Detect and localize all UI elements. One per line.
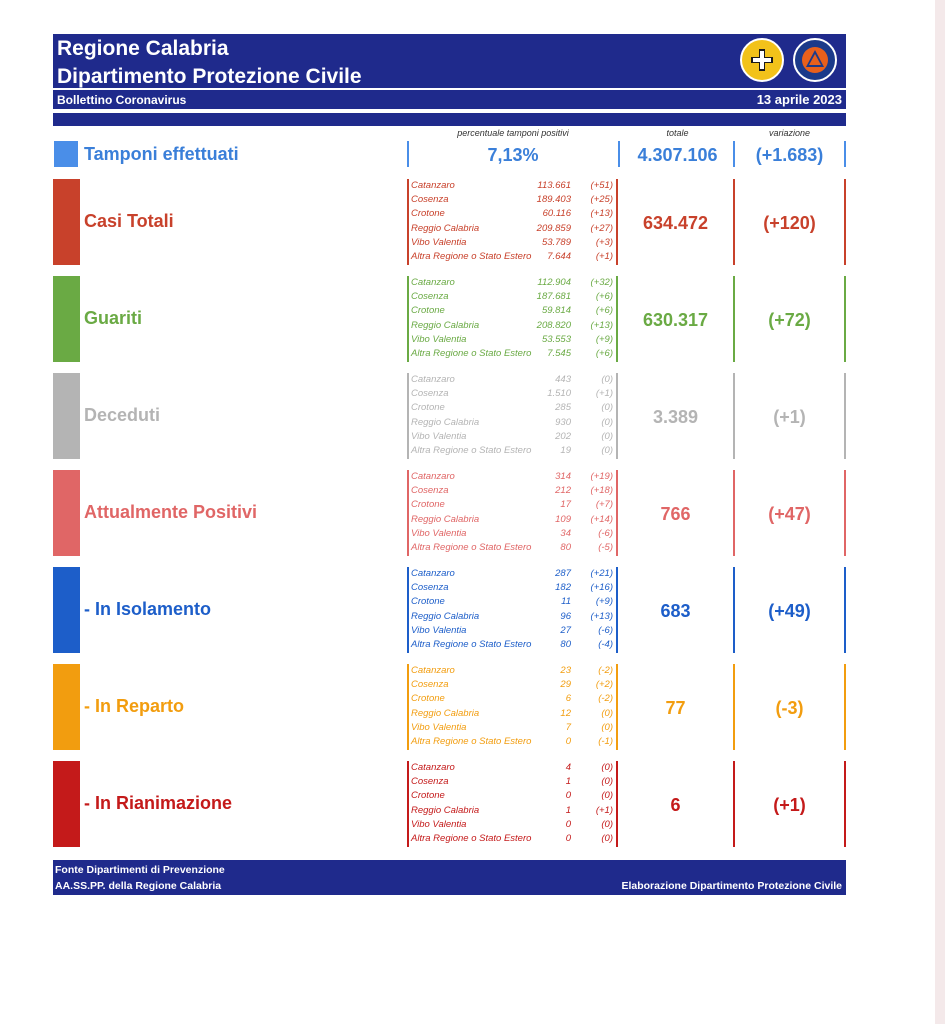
- province-name: Crotone: [411, 305, 445, 317]
- section-title: - In Reparto: [84, 696, 185, 716]
- province-delta: (+9): [595, 596, 613, 608]
- province-row: [411, 291, 615, 305]
- province-name: Cosenza: [411, 582, 449, 594]
- section-variation: (+49): [768, 601, 811, 621]
- province-value: 19: [560, 445, 571, 456]
- section-color-marker: [53, 470, 80, 556]
- divider: [407, 470, 409, 556]
- province-name: Cosenza: [411, 388, 449, 400]
- province-row: [411, 485, 615, 499]
- province-name: Reggio Calabria: [411, 319, 480, 331]
- province-value: 1: [565, 804, 571, 816]
- province-row: [411, 388, 615, 402]
- province-row: [411, 237, 615, 251]
- province-row: [411, 665, 615, 679]
- province-value: 314: [555, 471, 571, 482]
- section-total: 3.389: [652, 407, 699, 427]
- divider: [407, 373, 409, 459]
- column-header-percentage: percentuale tamponi positivi: [457, 128, 569, 138]
- province-value: 187.681: [536, 291, 571, 303]
- province-delta: (0): [601, 833, 613, 844]
- section-total: 630.317: [642, 310, 709, 330]
- province-name: Crotone: [411, 596, 445, 608]
- province-name: Cosenza: [411, 679, 449, 691]
- province-value: 7: [565, 721, 571, 733]
- province-value: 202: [555, 430, 571, 442]
- divider: [616, 179, 618, 265]
- province-name: Altra Regione o Stato Estero: [411, 445, 532, 456]
- province-name: Cosenza: [411, 194, 449, 206]
- province-delta: (0): [601, 776, 613, 788]
- section-block: [53, 276, 846, 362]
- province-row: [411, 251, 615, 265]
- divider: [733, 567, 735, 653]
- divider: [407, 567, 409, 653]
- section-variation: (+47): [768, 504, 811, 524]
- province-delta: (+1): [595, 251, 613, 262]
- divider: [407, 276, 409, 362]
- section-block: [53, 179, 846, 265]
- province-row: [411, 334, 615, 348]
- province-row: [411, 708, 615, 722]
- province-value: 113.661: [537, 180, 571, 191]
- province-name: Catanzaro: [411, 180, 455, 191]
- province-delta: (+6): [595, 305, 613, 317]
- province-row: [411, 819, 615, 833]
- divider: [616, 567, 618, 653]
- section-block: [53, 373, 846, 459]
- province-delta: (+9): [595, 333, 613, 345]
- province-delta: (+6): [595, 291, 613, 303]
- province-name: Altra Regione o Stato Estero: [411, 348, 532, 359]
- province-delta: (-2): [598, 693, 613, 705]
- province-delta: (-1): [598, 736, 613, 747]
- column-header-variation: variazione: [768, 128, 811, 138]
- section-block: [53, 761, 846, 847]
- province-name: Cosenza: [411, 485, 449, 497]
- bulletin-bar: [53, 90, 846, 109]
- province-name: Crotone: [411, 499, 445, 511]
- province-delta: (+18): [590, 485, 613, 497]
- province-delta: (0): [601, 790, 613, 802]
- province-delta: (-2): [598, 665, 613, 676]
- province-delta: (+13): [590, 610, 613, 622]
- province-name: Reggio Calabria: [411, 804, 480, 816]
- bulletin-date: 13 aprile 2023: [756, 92, 842, 107]
- province-value: 112.904: [537, 277, 571, 288]
- header-band: [53, 113, 846, 126]
- province-row: [411, 776, 615, 790]
- header-title-region: Regione Calabria: [57, 37, 229, 60]
- province-name: Altra Regione o Stato Estero: [411, 736, 532, 747]
- divider: [733, 470, 735, 556]
- province-value: 59.814: [541, 305, 571, 317]
- report-footer: [53, 860, 846, 895]
- province-row: [411, 528, 615, 542]
- divider: [844, 276, 846, 362]
- section-total: 683: [660, 601, 691, 621]
- province-name: Vibo Valentia: [411, 721, 467, 733]
- section-variation: (+1): [773, 407, 806, 427]
- province-value: 53.789: [541, 236, 571, 248]
- province-value: 60.116: [542, 208, 571, 220]
- province-value: 7.545: [547, 348, 571, 359]
- province-name: Altra Regione o Stato Estero: [411, 251, 532, 262]
- divider: [733, 761, 735, 847]
- province-delta: (0): [601, 416, 613, 428]
- province-name: Catanzaro: [411, 277, 455, 288]
- province-value: 17: [560, 499, 571, 511]
- province-name: Altra Regione o Stato Estero: [411, 639, 532, 650]
- province-delta: (-5): [598, 542, 613, 553]
- section-title: - In Isolamento: [84, 599, 212, 619]
- region-coat-of-arms-logo: [740, 38, 784, 82]
- report-header: [53, 34, 846, 88]
- province-delta: (-4): [598, 639, 613, 650]
- section-total: 6: [670, 795, 681, 815]
- divider: [407, 761, 409, 847]
- province-delta: (+21): [590, 568, 613, 579]
- column-header-total: totale: [666, 128, 689, 138]
- province-name: Vibo Valentia: [411, 624, 467, 636]
- section-total: 77: [665, 698, 686, 718]
- province-delta: (+3): [595, 236, 613, 248]
- province-row: [411, 374, 615, 388]
- province-row: [411, 445, 615, 459]
- province-delta: (+1): [595, 388, 613, 400]
- province-value: 27: [560, 624, 571, 636]
- province-name: Reggio Calabria: [411, 416, 480, 428]
- province-row: [411, 417, 615, 431]
- province-value: 287: [555, 568, 571, 579]
- province-delta: (+16): [590, 582, 613, 594]
- section-variation: (+1): [773, 795, 806, 815]
- divider: [844, 470, 846, 556]
- province-value: 96: [560, 610, 571, 622]
- section-total: 766: [660, 504, 691, 524]
- province-value: 11: [561, 596, 571, 608]
- province-name: Catanzaro: [411, 762, 455, 773]
- section-color-marker: [53, 761, 80, 847]
- province-name: Altra Regione o Stato Estero: [411, 542, 532, 553]
- tests-label: Tamponi effettuati: [84, 144, 239, 164]
- province-value: 209.859: [536, 222, 571, 234]
- divider: [844, 664, 846, 750]
- divider: [618, 141, 620, 167]
- province-delta: (+32): [590, 277, 613, 288]
- divider: [616, 470, 618, 556]
- province-row: [411, 180, 615, 194]
- section-block: [53, 470, 846, 556]
- province-value: 109: [555, 513, 571, 525]
- section-total: 634.472: [642, 213, 709, 233]
- divider: [733, 373, 735, 459]
- divider: [844, 179, 846, 265]
- province-name: Catanzaro: [411, 665, 455, 676]
- province-value: 1: [565, 776, 571, 788]
- province-delta: (+2): [595, 679, 613, 691]
- province-delta: (+19): [590, 471, 613, 482]
- province-row: [411, 582, 615, 596]
- divider: [844, 373, 846, 459]
- divider: [844, 141, 846, 167]
- province-value: 23: [560, 665, 571, 676]
- province-delta: (-6): [598, 624, 613, 636]
- province-value: 285: [555, 402, 571, 414]
- divider: [616, 276, 618, 362]
- section-block: [53, 664, 846, 750]
- province-delta: (0): [601, 445, 613, 456]
- tests-positive-percentage: 7,13%: [487, 145, 539, 165]
- section-block: [53, 567, 846, 653]
- province-delta: (+1): [595, 804, 613, 816]
- province-value: 443: [555, 374, 571, 385]
- province-name: Vibo Valentia: [411, 236, 467, 248]
- province-value: 930: [555, 416, 571, 428]
- province-row: [411, 499, 615, 513]
- province-name: Vibo Valentia: [411, 333, 467, 345]
- province-delta: (+27): [590, 222, 613, 234]
- section-color-marker: [53, 373, 80, 459]
- section-color-marker: [53, 276, 80, 362]
- province-name: Altra Regione o Stato Estero: [411, 833, 532, 844]
- province-delta: (0): [601, 374, 613, 385]
- province-name: Crotone: [411, 208, 445, 220]
- divider: [407, 179, 409, 265]
- province-value: 80: [560, 542, 571, 553]
- province-value: 12: [560, 707, 571, 719]
- divider: [733, 276, 735, 362]
- province-name: Cosenza: [411, 776, 449, 788]
- province-row: [411, 693, 615, 707]
- province-delta: (+14): [590, 513, 613, 525]
- province-delta: (0): [601, 818, 613, 830]
- divider: [616, 761, 618, 847]
- province-value: 0: [565, 736, 571, 747]
- province-row: [411, 762, 615, 776]
- province-row: [411, 805, 615, 819]
- province-delta: (+13): [590, 319, 613, 331]
- province-row: [411, 611, 615, 625]
- province-value: 53.553: [541, 333, 571, 345]
- section-variation: (-3): [775, 698, 804, 718]
- province-value: 7.644: [547, 251, 571, 262]
- section-title: Attualmente Positivi: [84, 502, 258, 522]
- section-color-marker: [53, 567, 80, 653]
- civil-protection-logo: [793, 38, 837, 82]
- province-name: Vibo Valentia: [411, 430, 467, 442]
- province-name: Crotone: [411, 693, 445, 705]
- province-name: Catanzaro: [411, 568, 455, 579]
- province-value: 0: [565, 790, 571, 802]
- footer-elaboration: Elaborazione Dipartimento Protezione Civile: [621, 880, 842, 892]
- province-delta: (+7): [595, 499, 613, 511]
- province-value: 6: [565, 693, 571, 705]
- divider: [616, 373, 618, 459]
- section-variation: (+72): [768, 310, 811, 330]
- bulletin-title: Bollettino Coronavirus: [57, 93, 187, 107]
- province-delta: (-6): [598, 527, 613, 539]
- divider: [733, 179, 735, 265]
- province-row: [411, 514, 615, 528]
- page-edge-strip: [935, 0, 945, 1024]
- divider: [733, 664, 735, 750]
- province-delta: (0): [601, 707, 613, 719]
- province-delta: (+25): [590, 194, 613, 206]
- province-value: 0: [565, 818, 571, 830]
- tests-variation: (+1.683): [755, 145, 824, 165]
- province-value: 80: [560, 639, 571, 650]
- divider: [844, 567, 846, 653]
- province-delta: (+6): [595, 348, 613, 359]
- header-title-department: Dipartimento Protezione Civile: [57, 65, 362, 88]
- province-delta: (0): [601, 762, 613, 773]
- province-name: Crotone: [411, 790, 445, 802]
- province-name: Vibo Valentia: [411, 818, 467, 830]
- province-value: 189.403: [536, 194, 571, 206]
- province-delta: (+51): [590, 180, 613, 191]
- province-row: [411, 833, 615, 847]
- province-row: [411, 471, 615, 485]
- province-name: Reggio Calabria: [411, 222, 480, 234]
- province-delta: (0): [601, 430, 613, 442]
- province-row: [411, 542, 615, 556]
- divider: [616, 664, 618, 750]
- tests-color-marker: [54, 141, 78, 167]
- province-row: [411, 277, 615, 291]
- footer-source-line1: Fonte Dipartimenti di Prevenzione: [55, 864, 225, 876]
- province-name: Crotone: [411, 402, 445, 414]
- section-title: - In Rianimazione: [84, 793, 233, 813]
- province-delta: (0): [601, 721, 613, 733]
- province-row: [411, 722, 615, 736]
- province-row: [411, 596, 615, 610]
- tests-total: 4.307.106: [637, 145, 718, 165]
- province-name: Reggio Calabria: [411, 707, 480, 719]
- divider: [407, 664, 409, 750]
- section-variation: (+120): [763, 213, 816, 233]
- province-value: 208.820: [536, 319, 571, 331]
- province-value: 212: [555, 485, 571, 497]
- province-value: 0: [565, 833, 571, 844]
- province-row: [411, 431, 615, 445]
- province-value: 4: [565, 762, 571, 773]
- section-color-marker: [53, 664, 80, 750]
- province-row: [411, 736, 615, 750]
- divider: [844, 761, 846, 847]
- province-row: [411, 305, 615, 319]
- province-value: 29: [560, 679, 571, 691]
- province-row: [411, 208, 615, 222]
- province-value: 1.510: [547, 388, 571, 400]
- province-row: [411, 679, 615, 693]
- province-delta: (0): [601, 402, 613, 414]
- province-row: [411, 320, 615, 334]
- section-title: Casi Totali: [84, 211, 174, 231]
- province-row: [411, 790, 615, 804]
- province-delta: (+13): [590, 208, 613, 220]
- province-row: [411, 194, 615, 208]
- province-row: [411, 402, 615, 416]
- footer-source-line2: AA.SS.PP. della Regione Calabria: [55, 880, 222, 892]
- province-name: Vibo Valentia: [411, 527, 467, 539]
- province-name: Reggio Calabria: [411, 513, 480, 525]
- province-value: 182: [555, 582, 571, 594]
- divider: [733, 141, 735, 167]
- province-name: Reggio Calabria: [411, 610, 480, 622]
- province-name: Cosenza: [411, 291, 449, 303]
- section-title: Deceduti: [84, 405, 161, 425]
- province-name: Catanzaro: [411, 374, 455, 385]
- province-row: [411, 639, 615, 653]
- province-row: [411, 348, 615, 362]
- section-title: Guariti: [84, 308, 143, 328]
- province-row: [411, 223, 615, 237]
- province-row: [411, 568, 615, 582]
- province-row: [411, 625, 615, 639]
- province-value: 34: [560, 527, 571, 539]
- province-name: Catanzaro: [411, 471, 455, 482]
- section-color-marker: [53, 179, 80, 265]
